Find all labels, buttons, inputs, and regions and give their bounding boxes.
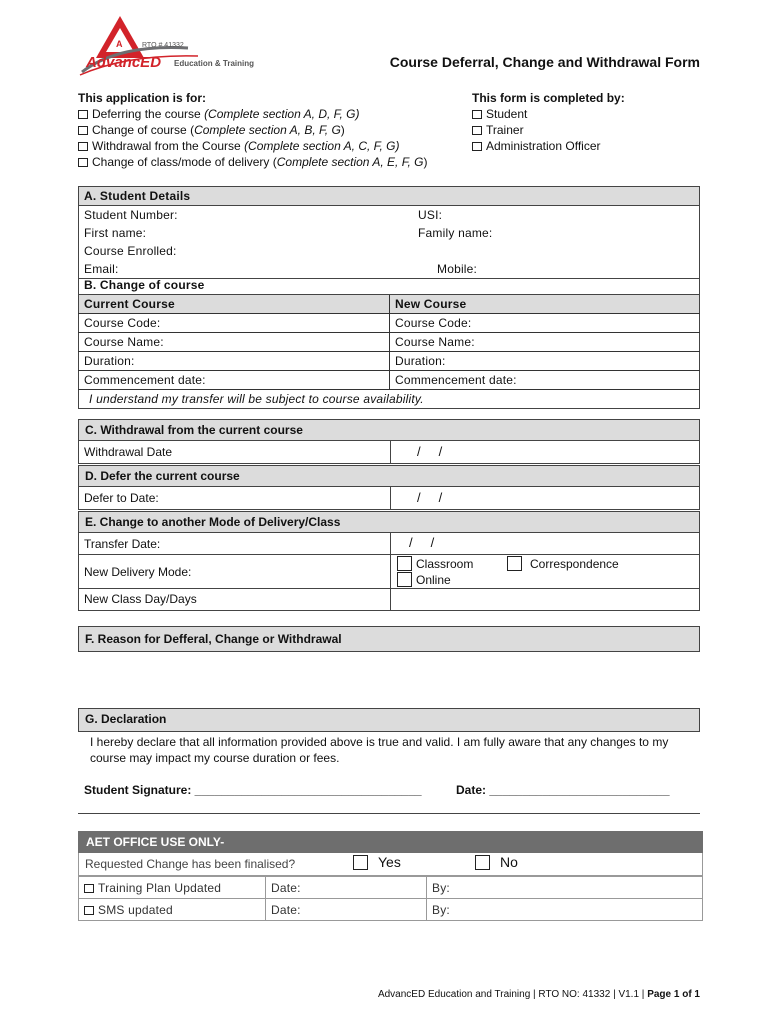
divider bbox=[390, 555, 391, 588]
option-online[interactable]: Online bbox=[397, 572, 451, 587]
no-option[interactable]: No bbox=[475, 854, 518, 870]
option-change-mode[interactable]: Change of class/mode of delivery (Complete section A, E, F, G) bbox=[78, 154, 428, 170]
completed-by-heading: This form is completed by: bbox=[472, 91, 625, 105]
option-classroom[interactable]: Classroom bbox=[397, 556, 473, 571]
checkbox[interactable] bbox=[472, 142, 482, 151]
svg-text:A: A bbox=[116, 39, 123, 49]
option-student[interactable]: Student bbox=[472, 106, 625, 122]
section-b bbox=[78, 276, 700, 409]
finalised-question: Requested Change has been finalised? bbox=[85, 857, 296, 871]
section-g-title: G. Declaration bbox=[78, 708, 700, 732]
class-day-input[interactable] bbox=[391, 589, 699, 610]
rto-number: RTO # 41332 bbox=[142, 42, 184, 49]
checkbox[interactable] bbox=[397, 556, 412, 571]
new-commencement[interactable]: Commencement date: bbox=[390, 371, 700, 390]
checkbox[interactable] bbox=[78, 142, 88, 151]
family-name-field[interactable]: Family name: bbox=[418, 226, 493, 240]
training-plan-item[interactable]: Training Plan Updated bbox=[79, 877, 266, 899]
divider bbox=[390, 441, 391, 463]
application-heading: This application is for: bbox=[78, 91, 207, 105]
current-course-name[interactable]: Course Name: bbox=[79, 333, 390, 352]
checkbox[interactable] bbox=[84, 884, 94, 893]
checkbox[interactable] bbox=[397, 572, 412, 587]
class-day-row bbox=[78, 589, 700, 611]
divider bbox=[78, 813, 700, 814]
signature-date[interactable]: Date: ___________________________ bbox=[456, 783, 670, 797]
current-duration[interactable]: Duration: bbox=[79, 352, 390, 371]
section-c-title: C. Withdrawal from the current course bbox=[78, 419, 700, 441]
student-signature[interactable]: Student Signature: __________________________________ bbox=[84, 783, 422, 797]
checkbox[interactable] bbox=[507, 556, 522, 571]
divider bbox=[390, 533, 391, 554]
checkbox[interactable] bbox=[475, 855, 490, 870]
defer-date-label: Defer to Date: bbox=[84, 491, 159, 505]
section-a bbox=[78, 186, 700, 279]
email-field[interactable]: Email: bbox=[84, 262, 119, 276]
section-b-title: B. Change of course bbox=[79, 276, 700, 295]
declaration-text: I hereby declare that all information provided above is true and valid. I am fully aware that any changes to my course may impact my course duration or fees. bbox=[90, 735, 669, 765]
current-course-code[interactable]: Course Code: bbox=[79, 314, 390, 333]
transfer-date-input[interactable]: / / bbox=[409, 535, 435, 550]
course-enrolled-field[interactable]: Course Enrolled: bbox=[84, 244, 177, 258]
usi-field[interactable]: USI: bbox=[418, 208, 443, 222]
defer-date-row bbox=[78, 487, 700, 510]
mobile-field[interactable]: Mobile: bbox=[437, 262, 478, 276]
sms-date[interactable]: Date: bbox=[266, 899, 427, 921]
current-commencement[interactable]: Commencement date: bbox=[79, 371, 390, 390]
application-options bbox=[78, 90, 428, 170]
class-day-label: New Class Day/Days bbox=[84, 592, 197, 606]
delivery-mode-label: New Delivery Mode: bbox=[84, 565, 192, 579]
withdrawal-date-label: Withdrawal Date bbox=[84, 445, 173, 459]
training-plan-date[interactable]: Date: bbox=[266, 877, 427, 899]
current-course-header: Current Course bbox=[79, 295, 390, 314]
option-withdrawal[interactable]: Withdrawal from the Course (Complete section A, C, F, G) bbox=[78, 138, 428, 154]
section-f-title: F. Reason for Defferal, Change or Withdrawal bbox=[78, 626, 700, 652]
delivery-mode-row bbox=[78, 555, 700, 589]
completed-by bbox=[472, 90, 625, 154]
new-course-code[interactable]: Course Code: bbox=[390, 314, 700, 333]
section-d-title: D. Defer the current course bbox=[78, 465, 700, 487]
new-course-header: New Course bbox=[390, 295, 700, 314]
checkbox[interactable] bbox=[78, 158, 88, 167]
checkbox[interactable] bbox=[353, 855, 368, 870]
office-use-title: AET OFFICE USE ONLY- bbox=[78, 831, 703, 853]
checkbox[interactable] bbox=[78, 126, 88, 135]
new-duration[interactable]: Duration: bbox=[390, 352, 700, 371]
sms-by[interactable]: By: bbox=[432, 902, 450, 917]
option-defer[interactable]: Deferring the course (Complete section A, D, F, G) bbox=[78, 106, 428, 122]
new-course-name[interactable]: Course Name: bbox=[390, 333, 700, 352]
transfer-date-label: Transfer Date: bbox=[84, 537, 161, 551]
divider bbox=[390, 487, 391, 509]
footer-text: AdvancED Education and Training | RTO NO: 41332 | V1.1 | bbox=[377, 989, 648, 1000]
training-plan-by[interactable]: By: bbox=[432, 880, 450, 895]
section-e-title: E. Change to another Mode of Delivery/Class bbox=[78, 511, 700, 533]
student-number-field[interactable]: Student Number: bbox=[84, 208, 178, 222]
finalised-row bbox=[78, 853, 703, 876]
reason-textarea[interactable] bbox=[78, 652, 700, 708]
checkbox[interactable] bbox=[472, 126, 482, 135]
option-admin-officer[interactable]: Administration Officer bbox=[472, 138, 625, 154]
option-correspondence[interactable]: Correspondence bbox=[507, 556, 619, 571]
brand-tagline: Education & Training bbox=[174, 59, 255, 68]
section-a-title: A. Student Details bbox=[79, 187, 700, 206]
footer bbox=[373, 978, 700, 1000]
page-number: Page 1 of 1 bbox=[647, 989, 700, 1000]
form-title: Course Deferral, Change and Withdrawal Form bbox=[389, 54, 700, 70]
option-trainer[interactable]: Trainer bbox=[472, 122, 625, 138]
defer-date-input[interactable]: / / bbox=[417, 490, 443, 505]
logo bbox=[78, 14, 268, 76]
availability-note: I understand my transfer will be subject to course availability. bbox=[89, 392, 424, 406]
checkbox[interactable] bbox=[78, 110, 88, 119]
withdrawal-date-row bbox=[78, 441, 700, 464]
brand-name: AdvancED bbox=[86, 54, 162, 71]
sms-item[interactable]: SMS updated bbox=[79, 899, 266, 921]
option-change-course[interactable]: Change of course (Complete section A, B, F, G) bbox=[78, 122, 428, 138]
checkbox[interactable] bbox=[84, 906, 94, 915]
office-use bbox=[78, 831, 703, 921]
checkbox[interactable] bbox=[472, 110, 482, 119]
transfer-date-row bbox=[78, 533, 700, 555]
yes-option[interactable]: Yes bbox=[353, 854, 401, 870]
withdrawal-date-input[interactable]: / / bbox=[417, 444, 443, 459]
first-name-field[interactable]: First name: bbox=[84, 226, 147, 240]
